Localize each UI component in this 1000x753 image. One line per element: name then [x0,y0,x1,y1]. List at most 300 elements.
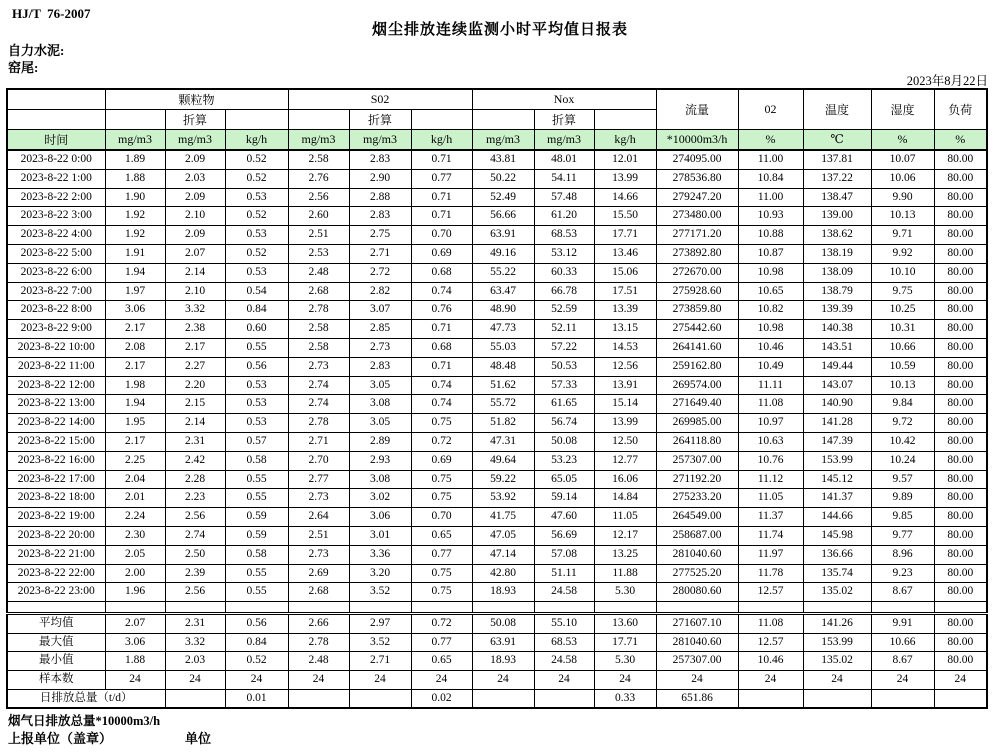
value-cell: 0.69 [411,451,472,470]
value-cell: 13.46 [594,244,656,263]
value-cell: 0.53 [225,376,288,395]
value-cell: 0.76 [411,301,472,320]
value-cell: 15.14 [594,395,656,414]
value-cell: 80.00 [934,282,987,301]
value-cell: 11.37 [738,508,803,527]
value-cell: 80.00 [934,395,987,414]
value-cell: 66.78 [534,282,594,301]
table-row [7,489,987,508]
standard-code: HJ/T 76-2007 [12,6,91,21]
value-cell: 281040.60 [656,633,738,652]
value-cell: 2.28 [165,470,225,489]
value-cell: 9.89 [871,489,934,508]
summary-row [7,633,987,652]
value-cell: 52.11 [534,320,594,339]
time-cell: 2023-8-22 4:00 [7,226,105,245]
value-cell: 59.14 [534,489,594,508]
value-cell: 10.97 [738,414,803,433]
table-row [7,263,987,282]
value-cell: 275442.60 [656,320,738,339]
value-cell: 153.99 [803,451,871,470]
unit-cell: % [738,130,803,151]
value-cell: 15.50 [594,207,656,226]
value-cell: 2.70 [288,451,349,470]
value-cell: 11.74 [738,526,803,545]
value-cell: 50.22 [472,169,534,188]
empty-cell [472,602,534,614]
value-cell: 10.87 [738,244,803,263]
value-cell: 137.81 [803,150,871,169]
header-flow: 流量 [656,89,738,130]
value-cell: 24 [534,670,594,689]
value-cell: 2.93 [349,451,411,470]
value-cell: 1.96 [105,583,165,602]
value-cell: 51.11 [534,564,594,583]
value-cell: 1.95 [105,414,165,433]
value-cell: 144.66 [803,508,871,527]
unit-cell: *10000m3/h [656,130,738,151]
table-row [7,338,987,357]
value-cell: 24 [105,670,165,689]
value-cell: 269574.00 [656,376,738,395]
value-cell: 3.36 [349,545,411,564]
value-cell: 24 [934,670,987,689]
value-cell: 24 [656,670,738,689]
value-cell: 49.64 [472,451,534,470]
value-cell: 2.31 [165,432,225,451]
value-cell: 80.00 [934,376,987,395]
value-cell: 50.08 [472,614,534,634]
table-row [7,301,987,320]
value-cell: 145.12 [803,470,871,489]
table-row [7,564,987,583]
value-cell: 47.31 [472,432,534,451]
value-cell: 258687.00 [656,526,738,545]
value-cell: 10.31 [871,320,934,339]
value-cell: 3.06 [349,508,411,527]
value-cell: 53.12 [534,244,594,263]
value-cell: 275233.20 [656,489,738,508]
empty-cell [656,602,738,614]
value-cell: 10.66 [871,633,934,652]
value-cell: 0.58 [225,451,288,470]
unit-cell: mg/m3 [349,130,411,151]
value-cell: 0.75 [411,470,472,489]
time-cell: 2023-8-22 21:00 [7,545,105,564]
header-o2: 02 [738,89,803,130]
value-cell: 2.83 [349,357,411,376]
value-cell: 24 [349,670,411,689]
unit-cell: % [871,130,934,151]
value-cell: 140.38 [803,320,871,339]
time-cell: 2023-8-22 12:00 [7,376,105,395]
value-cell: 2.48 [288,652,349,671]
value-cell: 10.07 [871,150,934,169]
value-cell: 2.71 [349,652,411,671]
value-cell [803,689,871,708]
value-cell: 3.06 [105,633,165,652]
value-cell: 55.22 [472,263,534,282]
value-cell: 12.17 [594,526,656,545]
time-cell: 2023-8-22 13:00 [7,395,105,414]
value-cell: 2.74 [288,376,349,395]
time-cell: 2023-8-22 11:00 [7,357,105,376]
value-cell: 1.90 [105,188,165,207]
value-cell: 80.00 [934,633,987,652]
value-cell: 2.17 [165,338,225,357]
value-cell: 9.57 [871,470,934,489]
value-cell: 257307.00 [656,652,738,671]
value-cell: 24 [225,670,288,689]
header-empty-cell [411,110,472,130]
value-cell: 2.73 [288,545,349,564]
value-cell: 257307.00 [656,451,738,470]
value-cell: 80.00 [934,564,987,583]
value-cell: 0.77 [411,633,472,652]
value-cell: 13.99 [594,414,656,433]
time-cell: 2023-8-22 18:00 [7,489,105,508]
value-cell: 53.23 [534,451,594,470]
value-cell: 2.74 [288,395,349,414]
value-cell: 0.55 [225,564,288,583]
table-row [7,508,987,527]
value-cell: 0.75 [411,564,472,583]
value-cell: 2.23 [165,489,225,508]
value-cell: 2.10 [165,282,225,301]
time-cell: 2023-8-22 20:00 [7,526,105,545]
data-rows [7,150,987,602]
value-cell: 12.56 [594,357,656,376]
value-cell: 2.85 [349,320,411,339]
unit-cell: mg/m3 [472,130,534,151]
value-cell: 0.58 [225,545,288,564]
value-cell: 2.58 [288,320,349,339]
value-cell: 59.22 [472,470,534,489]
value-cell: 80.00 [934,451,987,470]
value-cell [288,689,349,708]
summary-row [7,670,987,689]
value-cell: 2.09 [165,150,225,169]
value-cell: 2.00 [105,564,165,583]
value-cell: 80.00 [934,652,987,671]
header-corner-cell [7,89,105,110]
table-row [7,526,987,545]
value-cell: 138.47 [803,188,871,207]
value-cell: 2.58 [288,338,349,357]
value-cell: 2.09 [165,226,225,245]
value-cell: 10.24 [871,451,934,470]
time-cell: 2023-8-22 23:00 [7,583,105,602]
value-cell: 0.70 [411,508,472,527]
value-cell: 0.60 [225,320,288,339]
value-cell: 2.51 [288,526,349,545]
empty-cell [803,602,871,614]
header-humidity: 湿度 [871,89,934,130]
value-cell: 2.31 [165,614,225,634]
value-cell: 2.14 [165,263,225,282]
unit-cell: kg/h [411,130,472,151]
value-cell: 51.62 [472,376,534,395]
value-cell: 10.84 [738,169,803,188]
value-cell: 3.05 [349,376,411,395]
value-cell: 17.51 [594,282,656,301]
value-cell: 0.52 [225,207,288,226]
value-cell: 271192.20 [656,470,738,489]
value-cell: 0.55 [225,338,288,357]
value-cell: 278536.80 [656,169,738,188]
value-cell: 0.52 [225,244,288,263]
value-cell: 149.44 [803,357,871,376]
unit-cell: % [934,130,987,151]
value-cell: 52.49 [472,188,534,207]
value-cell: 48.90 [472,301,534,320]
value-cell: 41.75 [472,508,534,527]
value-cell: 1.94 [105,263,165,282]
empty-cell [165,602,225,614]
value-cell: 10.49 [738,357,803,376]
unit-cell: mg/m3 [288,130,349,151]
summary-label: 最大值 [7,633,105,652]
value-cell: 9.92 [871,244,934,263]
value-cell: 0.77 [411,545,472,564]
value-cell [472,689,534,708]
header-converted-so2: 折算 [349,110,411,130]
kiln-label: 窑尾: [8,60,39,75]
value-cell: 80.00 [934,583,987,602]
value-cell: 80.00 [934,432,987,451]
value-cell: 264549.00 [656,508,738,527]
value-cell: 68.53 [534,226,594,245]
header-empty-cell [472,110,534,130]
value-cell: 50.08 [534,432,594,451]
value-cell: 2.48 [288,263,349,282]
value-cell: 57.48 [534,188,594,207]
time-cell: 2023-8-22 15:00 [7,432,105,451]
value-cell: 0.53 [225,188,288,207]
value-cell: 1.89 [105,150,165,169]
value-cell: 61.65 [534,395,594,414]
value-cell: 9.90 [871,188,934,207]
value-cell: 24 [594,670,656,689]
value-cell: 2.83 [349,207,411,226]
empty-cell [105,602,165,614]
value-cell: 14.84 [594,489,656,508]
value-cell: 2.66 [288,614,349,634]
header-converted-nox: 折算 [534,110,594,130]
unit-label: 单位 [185,731,212,746]
value-cell: 80.00 [934,320,987,339]
value-cell: 0.54 [225,282,288,301]
value-cell: 3.02 [349,489,411,508]
value-cell: 2.73 [288,489,349,508]
table-row [7,414,987,433]
value-cell: 139.00 [803,207,871,226]
table-row [7,583,987,602]
empty-cell [594,602,656,614]
value-cell: 139.39 [803,301,871,320]
value-cell: 2.77 [288,470,349,489]
value-cell: 0.74 [411,282,472,301]
header-section [7,89,987,150]
value-cell: 3.32 [165,301,225,320]
value-cell: 0.57 [225,432,288,451]
value-cell: 80.00 [934,263,987,282]
value-cell: 0.59 [225,526,288,545]
value-cell: 141.28 [803,414,871,433]
value-cell: 2.68 [288,583,349,602]
value-cell: 12.77 [594,451,656,470]
table-row [7,376,987,395]
header-empty-cell [288,110,349,130]
table-row [7,451,987,470]
value-cell: 2.39 [165,564,225,583]
value-cell: 0.52 [225,150,288,169]
value-cell [165,689,225,708]
value-cell: 8.96 [871,545,934,564]
value-cell: 47.73 [472,320,534,339]
value-cell: 0.74 [411,395,472,414]
value-cell: 3.08 [349,395,411,414]
value-cell: 24 [165,670,225,689]
value-cell: 3.01 [349,526,411,545]
value-cell: 80.00 [934,338,987,357]
value-cell: 2.14 [165,414,225,433]
table-row [7,150,987,169]
value-cell: 3.52 [349,633,411,652]
value-cell: 56.74 [534,414,594,433]
value-cell: 11.08 [738,395,803,414]
header-empty-cell [105,110,165,130]
value-cell: 15.06 [594,263,656,282]
value-cell: 9.91 [871,614,934,634]
value-cell: 136.66 [803,545,871,564]
table-row [7,226,987,245]
value-cell: 63.91 [472,226,534,245]
value-cell: 13.60 [594,614,656,634]
value-cell: 3.08 [349,470,411,489]
value-cell: 3.32 [165,633,225,652]
header-particulate: 颗粒物 [105,89,288,110]
value-cell: 0.02 [411,689,472,708]
value-cell: 2.24 [105,508,165,527]
separator-row [7,602,987,614]
value-cell: 277525.20 [656,564,738,583]
value-cell: 0.72 [411,614,472,634]
summary-label: 最小值 [7,652,105,671]
value-cell: 57.33 [534,376,594,395]
value-cell: 60.33 [534,263,594,282]
value-cell: 24.58 [534,583,594,602]
value-cell: 2.73 [288,357,349,376]
value-cell: 0.56 [225,357,288,376]
report-unit-label: 上报单位（盖章） [8,731,113,746]
empty-cell [349,602,411,614]
value-cell: 10.13 [871,376,934,395]
value-cell: 280080.60 [656,583,738,602]
value-cell: 10.88 [738,226,803,245]
value-cell: 2.17 [105,320,165,339]
value-cell: 0.53 [225,414,288,433]
unit-cell: mg/m3 [105,130,165,151]
value-cell: 143.07 [803,376,871,395]
header-so2: S02 [288,89,472,110]
table-row [7,395,987,414]
value-cell: 13.25 [594,545,656,564]
header-nox: Nox [472,89,656,110]
value-cell: 2.78 [288,414,349,433]
value-cell: 135.74 [803,564,871,583]
table-row [7,282,987,301]
value-cell: 651.86 [656,689,738,708]
value-cell: 0.71 [411,188,472,207]
value-cell: 264118.80 [656,432,738,451]
header-empty-cell [7,110,105,130]
value-cell: 24 [871,670,934,689]
value-cell: 2.50 [165,545,225,564]
value-cell: 0.75 [411,414,472,433]
value-cell: 56.69 [534,526,594,545]
value-cell: 2.30 [105,526,165,545]
unit-cell: kg/h [225,130,288,151]
value-cell: 2.74 [165,526,225,545]
value-cell: 0.52 [225,169,288,188]
value-cell: 47.14 [472,545,534,564]
value-cell: 2.69 [288,564,349,583]
value-cell: 11.88 [594,564,656,583]
value-cell: 2.78 [288,301,349,320]
table-row [7,188,987,207]
value-cell: 5.30 [594,583,656,602]
value-cell [534,689,594,708]
value-cell: 43.81 [472,150,534,169]
value-cell: 281040.60 [656,545,738,564]
time-cell: 2023-8-22 6:00 [7,263,105,282]
value-cell: 137.22 [803,169,871,188]
value-cell: 2.03 [165,652,225,671]
value-cell: 10.46 [738,338,803,357]
value-cell: 147.39 [803,432,871,451]
value-cell: 0.84 [225,633,288,652]
time-cell: 2023-8-22 2:00 [7,188,105,207]
value-cell: 51.82 [472,414,534,433]
value-cell: 10.25 [871,301,934,320]
value-cell: 80.00 [934,150,987,169]
value-cell: 11.97 [738,545,803,564]
flow-total-note: 烟气日排放总量*10000m3/h [8,714,161,728]
value-cell: 57.22 [534,338,594,357]
value-cell [349,689,411,708]
value-cell: 2.42 [165,451,225,470]
value-cell: 9.85 [871,508,934,527]
value-cell: 80.00 [934,169,987,188]
value-cell: 10.42 [871,432,934,451]
unit-cell: mg/m3 [534,130,594,151]
summary-row [7,652,987,671]
summary-rows [7,602,987,708]
value-cell: 80.00 [934,526,987,545]
value-cell: 10.66 [871,338,934,357]
value-cell: 0.75 [411,583,472,602]
value-cell: 5.30 [594,652,656,671]
value-cell: 80.00 [934,301,987,320]
value-cell: 17.71 [594,633,656,652]
value-cell: 80.00 [934,545,987,564]
value-cell: 0.77 [411,169,472,188]
value-cell: 1.88 [105,652,165,671]
value-cell: 269985.00 [656,414,738,433]
value-cell: 10.10 [871,263,934,282]
empty-cell [871,602,934,614]
